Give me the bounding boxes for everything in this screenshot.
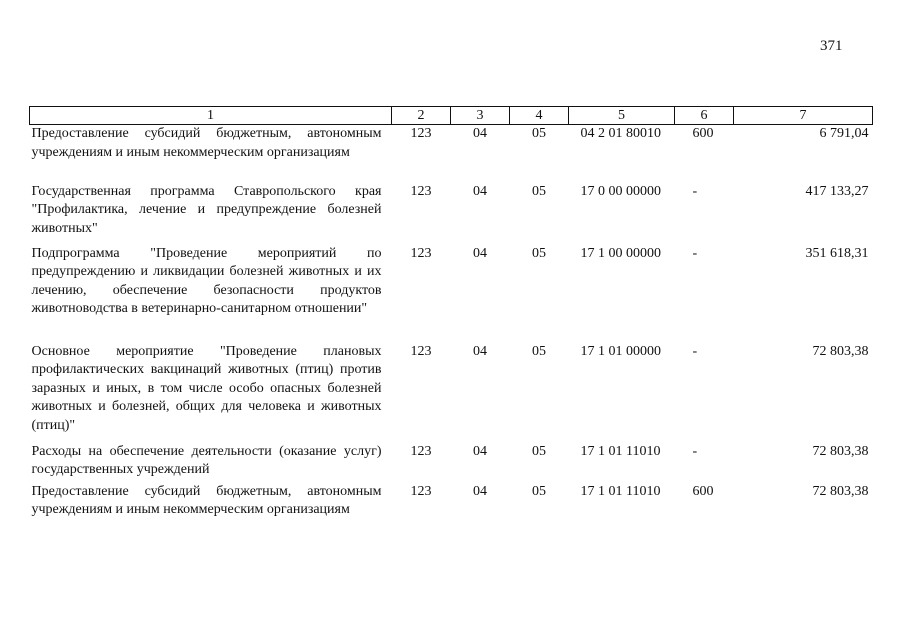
row-subsection: 05 xyxy=(532,443,546,459)
row-ministry: 123 xyxy=(410,343,432,359)
row-subsection: 05 xyxy=(532,483,546,499)
table-row xyxy=(30,443,873,483)
row-description: Предоставление субсидий бюджетным, автономным учреждениям и иным некоммерческим организациям xyxy=(31,126,382,160)
header-cell-1: 1 xyxy=(30,107,392,125)
header-cell-3: 3 xyxy=(451,107,510,125)
table-row xyxy=(30,343,873,443)
row-expense-type: - xyxy=(692,443,698,459)
row-expense-type: - xyxy=(692,183,698,199)
row-section: 04 xyxy=(473,443,487,459)
row-target-article: 17 0 00 00000 xyxy=(580,183,661,199)
row-amount: 72 803,38 xyxy=(812,483,869,499)
row-expense-type: 600 xyxy=(692,126,714,141)
row-amount: 6 791,04 xyxy=(819,126,869,141)
row-section: 04 xyxy=(473,483,487,499)
row-subsection: 05 xyxy=(532,126,546,141)
row-description: Государственная программа Ставропольского края "Профилактика, лечение и предупреждение болезней животных" xyxy=(31,183,382,236)
row-target-article: 17 1 01 11010 xyxy=(580,443,661,459)
row-section: 04 xyxy=(473,126,487,141)
row-section: 04 xyxy=(473,343,487,359)
header-cell-7: 7 xyxy=(734,107,873,125)
row-subsection: 05 xyxy=(532,183,546,199)
row-expense-type: 600 xyxy=(692,483,714,499)
row-amount: 72 803,38 xyxy=(812,443,869,459)
table-row xyxy=(30,183,873,245)
row-expense-type: - xyxy=(692,245,698,261)
row-target-article: 04 2 01 80010 xyxy=(580,126,661,141)
header-cell-5: 5 xyxy=(569,107,675,125)
page-number: 371 xyxy=(820,38,843,54)
row-amount: 72 803,38 xyxy=(812,343,869,359)
row-amount: 417 133,27 xyxy=(805,183,869,199)
row-target-article: 17 1 01 11010 xyxy=(580,483,661,499)
row-expense-type: - xyxy=(692,343,698,359)
row-target-article: 17 1 00 00000 xyxy=(580,245,661,261)
row-description: Основное мероприятие "Проведение плановых профилактических вакцинаций животных (птиц) против заразных и иных, в том числе особо опасных болезней животных и болезней, общих для человека и животных (птиц)" xyxy=(31,343,382,433)
row-subsection: 05 xyxy=(532,245,546,261)
header-cell-4: 4 xyxy=(510,107,569,125)
row-ministry: 123 xyxy=(410,245,432,261)
row-ministry: 123 xyxy=(410,126,432,141)
row-subsection: 05 xyxy=(532,343,546,359)
table-row xyxy=(30,483,873,523)
row-ministry: 123 xyxy=(410,443,432,459)
row-ministry: 123 xyxy=(410,483,432,499)
row-description: Расходы на обеспечение деятельности (оказание услуг) государственных учреждений xyxy=(31,443,382,477)
row-section: 04 xyxy=(473,245,487,261)
table-row xyxy=(30,125,873,183)
header-cell-6: 6 xyxy=(675,107,734,125)
header-cell-2: 2 xyxy=(392,107,451,125)
row-ministry: 123 xyxy=(410,183,432,199)
row-amount: 351 618,31 xyxy=(805,245,869,261)
budget-table xyxy=(29,106,873,523)
row-section: 04 xyxy=(473,183,487,199)
header-row xyxy=(30,107,873,125)
row-description: Подпрограмма "Проведение мероприятий по предупреждению и ликвидации болезней животных и их лечению, обеспечение безопасности продуктов животноводства в ветеринарно-санитарном отношении" xyxy=(31,245,382,316)
table-row xyxy=(30,245,873,343)
row-target-article: 17 1 01 00000 xyxy=(580,343,661,359)
row-description: Предоставление субсидий бюджетным, автономным учреждениям и иным некоммерческим организациям xyxy=(31,483,382,517)
